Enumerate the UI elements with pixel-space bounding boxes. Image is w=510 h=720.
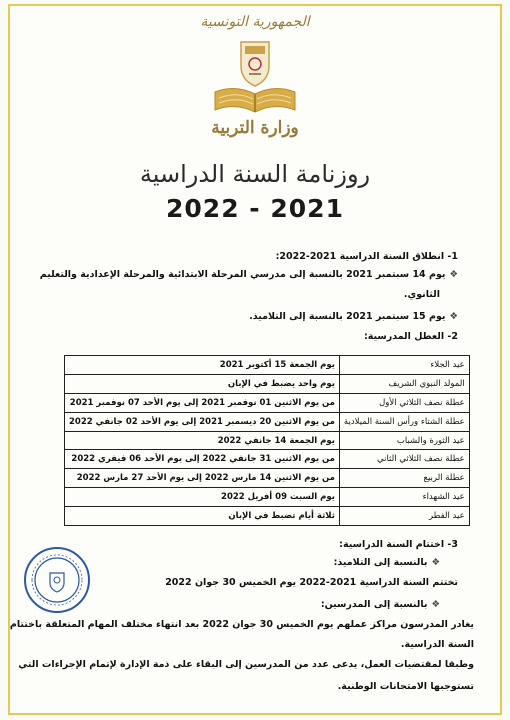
holiday-name: عطلة الربيع xyxy=(339,469,469,488)
teachers-text-2: السنة الدراسية. xyxy=(400,639,474,650)
ministry-name: وزارة التربية xyxy=(211,118,299,138)
section1-bullet-2-text: يوم 15 سبتمبر 2021 بالنسبة إلى التلاميذ. xyxy=(249,311,446,322)
section1-bullet-1-cont: الثانوي. xyxy=(403,289,440,300)
table-row xyxy=(65,431,470,450)
holiday-name: عطلة نصف الثلاثي الأول xyxy=(339,393,469,412)
holiday-name: عيد الشهداء xyxy=(339,488,469,507)
table-row xyxy=(65,393,470,412)
teachers-label-text: بالنسبة إلى المدرسين: xyxy=(320,599,428,610)
pupils-text: تختتم السنة الدراسية 2021-2022 يوم الخميس 30 جوان 2022 xyxy=(165,577,458,588)
table-row xyxy=(65,488,470,507)
ministry-emblem-icon xyxy=(205,36,305,120)
teachers-label xyxy=(40,598,440,612)
holiday-date: من يوم الاثنين 20 ديسمبر 2021 إلى يوم الأحد 02 جانفي 2022 xyxy=(65,412,340,431)
document-title: روزنامة السنة الدراسية xyxy=(139,160,371,188)
holidays-table xyxy=(64,355,470,526)
holiday-date: من يوم الاثنين 01 نوفمبر 2021 إلى يوم الأحد 07 نوفمبر 2021 xyxy=(65,393,340,412)
teachers-text-3: وطبقا لمقتضيات العمل، يدعى عدد من المدرسين إلى البقاء على ذمة الإدارة لإتمام الإجراءات التي xyxy=(18,659,474,670)
republic-header: الجمهورية التونسية xyxy=(200,14,310,30)
teachers-text-1: يغادر المدرسون مراكز عملهم يوم الخميس 30 جوان 2022 بعد انتهاء مختلف المهام المتعلقة باختتام xyxy=(9,619,474,630)
bullet-star-icon: ❖ xyxy=(449,269,458,280)
pupils-label xyxy=(40,556,440,570)
section1-bullet-1 xyxy=(40,268,458,282)
holiday-date: يوم السبت 09 أفريل 2022 xyxy=(65,488,340,507)
section1-heading: 1- انطلاق السنة الدراسية 2021-2022: xyxy=(275,251,458,262)
bullet-star-icon: ❖ xyxy=(431,599,440,610)
table-row xyxy=(65,469,470,488)
holiday-date: من يوم الاثنين 14 مارس 2022 إلى يوم الأحد 27 مارس 2022 xyxy=(65,469,340,488)
holiday-name: عيد الثورة والشباب xyxy=(339,431,469,450)
holiday-date: يوم الجمعة 15 أكتوبر 2021 xyxy=(65,356,340,375)
table-row xyxy=(65,507,470,526)
holiday-date: ثلاثة أيام تضبط في الإبان xyxy=(65,507,340,526)
table-row xyxy=(65,412,470,431)
bullet-star-icon: ❖ xyxy=(431,557,440,568)
holiday-name: عطلة نصف الثلاثي الثاني xyxy=(339,450,469,469)
holiday-date: يوم الجمعة 14 جانفي 2022 xyxy=(65,431,340,450)
section3-heading: 3- اختتام السنة الدراسية: xyxy=(339,539,458,550)
section1-bullet-1-text: يوم 14 سبتمبر 2021 بالنسبة إلى مدرسي المرحلة الابتدائية والمرحلة الإعدادية والتعليم xyxy=(39,269,446,280)
pupils-label-text: بالنسبة إلى التلاميذ: xyxy=(333,557,428,568)
holiday-name: عطلة الشتاء ورأس السنة الميلادية xyxy=(339,412,469,431)
holiday-date: من يوم الاثنين 31 جانفي 2022 إلى يوم الأحد 06 فيفري 2022 xyxy=(65,450,340,469)
holiday-date: يوم واحد يضبط في الإبان xyxy=(65,374,340,393)
official-stamp-icon xyxy=(22,545,92,615)
document-year: 2022 - 2021 xyxy=(166,194,344,223)
holiday-name: عيد الفطر xyxy=(339,507,469,526)
table-row xyxy=(65,356,470,375)
table-row xyxy=(65,374,470,393)
bullet-star-icon: ❖ xyxy=(449,311,458,322)
table-row xyxy=(65,450,470,469)
holiday-name: المولد النبوي الشريف xyxy=(339,374,469,393)
holiday-name: عيد الجلاء xyxy=(339,356,469,375)
section2-heading: 2- العطل المدرسية: xyxy=(363,331,458,342)
teachers-text-4: تستوجبها الامتحانات الوطنية. xyxy=(337,681,474,692)
section1-bullet-2 xyxy=(40,310,458,324)
